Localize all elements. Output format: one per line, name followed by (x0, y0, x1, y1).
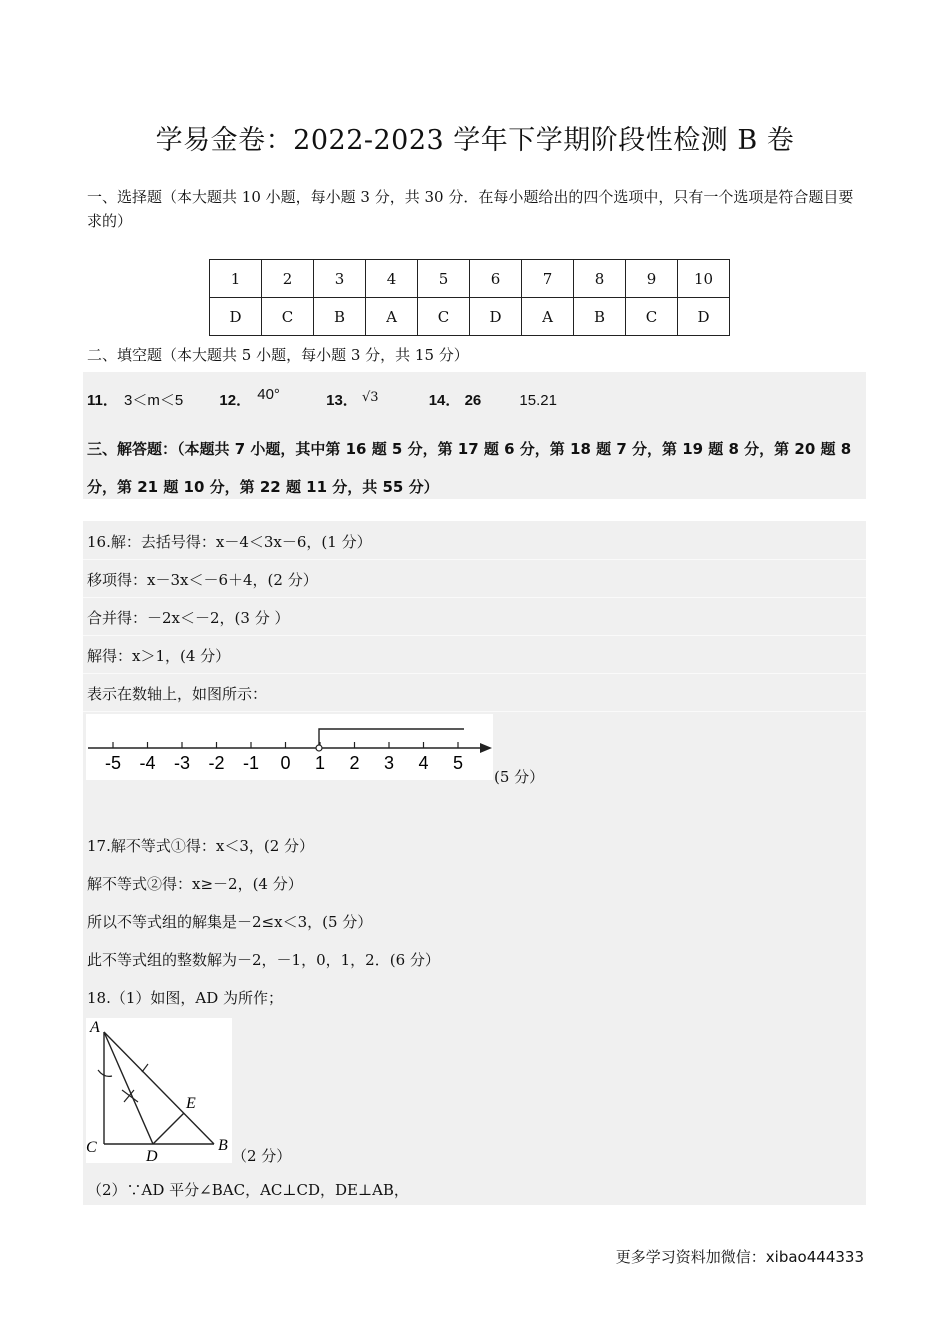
tick-label: -3 (173, 753, 191, 773)
segment-de (153, 1113, 184, 1144)
solution-ray (319, 729, 464, 748)
number-line-svg (86, 714, 493, 780)
tick-label: -4 (139, 753, 156, 773)
section2-heading: 二、填空题（本大题共 5 小题，每小题 3 分，共 15 分） (87, 346, 469, 364)
q15-answer: 15.21 (519, 392, 557, 409)
question-number: 1 (210, 260, 262, 298)
triangle-svg (86, 1018, 232, 1163)
arrow-icon (480, 743, 492, 753)
label-a: A (90, 1019, 100, 1036)
q11-answer: 3＜m＜5 (124, 392, 184, 409)
tick-label: -1 (242, 753, 260, 773)
section3-heading: 三、解答题：（本题共 7 小题，其中第 16 题 5 分，第 17 题 6 分，第 18 题 7 分，第 19 题 8 分，第 20 题 8 分，第 21 题 10 分，第 22 题 11 分，共 55 分） (87, 440, 852, 496)
tick-label: 3 (383, 753, 395, 773)
segment-ab (104, 1032, 214, 1144)
q17-step1: 17.解不等式①得：x＜3，(2 分） (87, 837, 315, 855)
q16-mark: (5 分） (494, 768, 545, 786)
footer-note: 更多学习资料加微信：xibao444333 (615, 1248, 864, 1266)
triangle-figure (86, 1018, 232, 1163)
q12-answer: 40° (257, 386, 280, 403)
question-number: 7 (522, 260, 574, 298)
answer-cell: A (522, 298, 574, 336)
answer-table-question-row (210, 260, 730, 298)
tick-label: 0 (280, 753, 291, 773)
answer-cell: B (314, 298, 366, 336)
open-circle-icon (316, 745, 322, 751)
number-line-figure (86, 714, 493, 780)
q14-label: 14． (428, 392, 461, 409)
label-d: D (146, 1148, 158, 1163)
tick-label: -5 (104, 753, 122, 773)
row-divider (83, 673, 866, 674)
q16-step1: 16.解：去括号得：x－4＜3x－6，(1 分） (87, 533, 372, 551)
q17-step4: 此不等式组的整数解为－2，－1，0，1，2．(6 分） (87, 951, 440, 969)
answer-cell: B (574, 298, 626, 336)
question-number: 9 (626, 260, 678, 298)
number-line-ticks (105, 742, 463, 773)
label-b: B (218, 1137, 228, 1154)
q16-step4: 解得：x＞1，(4 分） (87, 647, 231, 665)
q18-part1: 18.（1）如图，AD 为所作； (87, 989, 284, 1007)
q12-label: 12． (219, 392, 252, 409)
arc-mark-icon (142, 1064, 148, 1072)
question-number: 5 (418, 260, 470, 298)
q17-step3: 所以不等式组的解集是－2≤x＜3，(5 分） (87, 913, 373, 931)
section1-heading: 一、选择题（本大题共 10 小题，每小题 3 分，共 30 分．在每小题给出的四个选项中，只有一个选项是符合题目要求的） (87, 188, 854, 230)
question-number: 4 (366, 260, 418, 298)
q13-label: 13． (326, 392, 358, 409)
row-divider (83, 597, 866, 598)
answer-table-answer-row (210, 298, 730, 336)
q13-answer: √3 (361, 390, 379, 405)
row-divider (83, 559, 866, 560)
question-number: 3 (314, 260, 366, 298)
answer-cell: D (678, 298, 730, 336)
segment-ad (104, 1032, 153, 1144)
tick-label: 4 (418, 753, 429, 773)
row-divider (83, 635, 866, 636)
question-number: 10 (678, 260, 730, 298)
tick-label: 5 (452, 753, 464, 773)
q17-step2: 解不等式②得：x≥－2，(4 分） (87, 875, 303, 893)
question-number: 6 (470, 260, 522, 298)
tick-label: 1 (314, 753, 326, 773)
tick-label: -2 (208, 753, 225, 773)
answer-cell: A (366, 298, 418, 336)
q16-step3: 合并得：－2x＜－2，(3 分 ） (87, 609, 290, 627)
label-e: E (186, 1095, 196, 1112)
answer-cell: D (470, 298, 522, 336)
row-divider (83, 711, 866, 712)
answer-cell: C (262, 298, 314, 336)
fill-answers-row (87, 386, 557, 410)
q16-step5: 表示在数轴上，如图所示： (87, 685, 268, 703)
arc-mark-icon (98, 1070, 112, 1076)
answer-table (209, 259, 730, 336)
q14-answer: 26 (464, 392, 482, 409)
tick-label: 2 (349, 753, 360, 773)
answer-cell: C (418, 298, 470, 336)
q11-label: 11． (87, 392, 118, 409)
label-c: C (86, 1139, 97, 1156)
page-title: 学易金卷：2022-2023 学年下学期阶段性检测 B 卷 (155, 125, 795, 156)
q18-part2: （2）∵AD 平分∠BAC，AC⊥CD，DE⊥AB， (87, 1181, 409, 1199)
question-number: 2 (262, 260, 314, 298)
question-number: 8 (574, 260, 626, 298)
answer-cell: C (626, 298, 678, 336)
q18-mark: （2 分） (232, 1147, 292, 1165)
answer-cell: D (210, 298, 262, 336)
q16-step2: 移项得：x－3x＜－6＋4，(2 分） (87, 571, 318, 589)
